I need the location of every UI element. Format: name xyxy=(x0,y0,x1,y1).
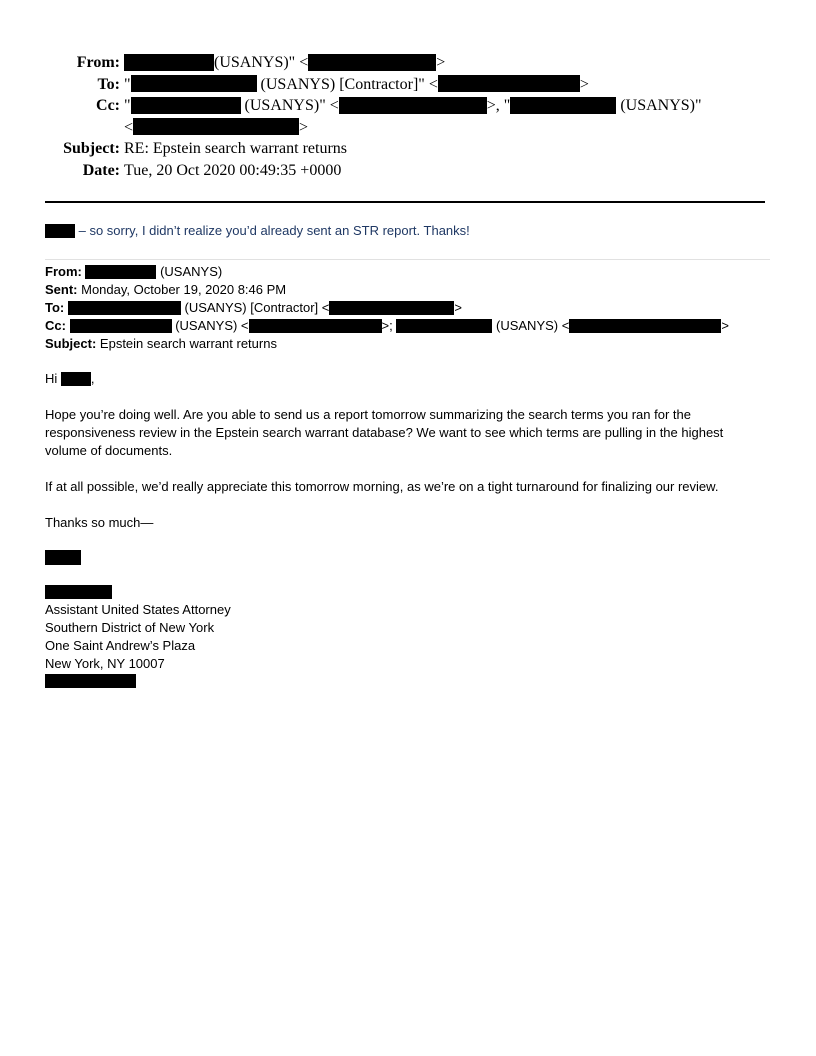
redaction-box xyxy=(61,372,91,386)
header-from-row xyxy=(0,52,816,74)
header-to-row xyxy=(0,74,816,96)
redaction-box xyxy=(131,75,257,92)
header-cc-open2: < xyxy=(124,118,134,136)
fwd-cc-label: Cc: xyxy=(45,318,66,333)
header-cc-row xyxy=(0,95,816,117)
fwd-to-row xyxy=(45,299,785,317)
fwd-subject-label: Subject: xyxy=(45,336,97,351)
header-cc-value2: (USANYS)" xyxy=(620,97,702,114)
header-cc-value1: (USANYS)" < xyxy=(244,97,339,114)
header-cc-label: Cc: xyxy=(96,97,120,114)
fwd-from-label: From: xyxy=(45,264,82,279)
signature-address1: One Saint Andrew’s Plaza xyxy=(45,638,196,653)
redaction-box xyxy=(68,301,181,315)
fwd-to-value: (USANYS) [Contractor] < xyxy=(184,300,330,315)
header-from-tail: > xyxy=(436,54,446,71)
header-cc-mid: >, " xyxy=(486,97,511,114)
header-cc-quote: " xyxy=(124,97,131,114)
signature xyxy=(45,585,765,688)
redaction-box xyxy=(131,97,241,114)
signature-office: Southern District of New York xyxy=(45,620,215,635)
redaction-box xyxy=(85,265,156,279)
fwd-cc-mid: >; xyxy=(381,318,393,333)
email-header xyxy=(0,52,816,181)
fwd-subject-row xyxy=(45,335,785,353)
redaction-box xyxy=(339,97,487,114)
fwd-sent-row xyxy=(45,281,785,299)
header-date-row xyxy=(0,160,816,182)
redaction-box xyxy=(438,75,580,92)
redaction-box xyxy=(70,319,172,333)
header-divider xyxy=(45,201,765,203)
redaction-box xyxy=(308,54,436,71)
header-cc-tail2: > xyxy=(299,118,309,136)
signature-address2: New York, NY 10007 xyxy=(45,656,165,671)
fwd-cc-tail: > xyxy=(721,318,729,333)
header-subject-value: RE: Epstein search warrant returns xyxy=(124,140,348,157)
redaction-box xyxy=(45,224,75,238)
closing: Thanks so much— xyxy=(45,515,154,530)
header-to-quote: " xyxy=(124,75,131,93)
redaction-box xyxy=(133,118,299,135)
redaction-box xyxy=(45,674,136,688)
header-to-value: (USANYS) [Contractor]" < xyxy=(260,75,438,93)
fwd-from-value: (USANYS) xyxy=(160,264,223,279)
header-from-value: (USANYS)" < xyxy=(214,54,309,71)
reply-line xyxy=(45,222,470,240)
greeting-prefix: Hi xyxy=(45,371,58,386)
header-to-label: To: xyxy=(97,75,120,93)
message-body xyxy=(45,370,765,688)
header-date-label: Date: xyxy=(82,161,120,179)
header-subject-row xyxy=(0,138,816,160)
paragraph-1: Hope you’re doing well. Are you able to send us a report tomorrow summarizing the search terms you ran for the responsiveness review in the Epstein search warrant database? We want to see which terms are pulling in the highest volume of documents. xyxy=(45,407,724,458)
header-cc-row-cont xyxy=(0,117,816,139)
greeting-suffix: , xyxy=(90,371,95,386)
header-to-tail: > xyxy=(579,75,589,93)
redaction-box xyxy=(396,319,492,333)
fwd-sent-value: Monday, October 19, 2020 8:46 PM xyxy=(81,282,287,297)
header-date-value: Tue, 20 Oct 2020 00:49:35 +0000 xyxy=(124,161,342,179)
fwd-cc-row xyxy=(45,317,785,335)
redaction-box xyxy=(124,54,214,71)
signature-title: Assistant United States Attorney xyxy=(45,602,231,617)
fwd-subject-value: Epstein search warrant returns xyxy=(99,336,277,351)
redaction-box xyxy=(45,585,112,599)
fwd-to-tail: > xyxy=(454,300,462,315)
redaction-box xyxy=(329,301,454,315)
redaction-box xyxy=(569,319,721,333)
fwd-to-label: To: xyxy=(45,300,65,315)
fwd-from-row xyxy=(45,263,785,281)
redaction-box xyxy=(249,319,382,333)
header-subject-label: Subject: xyxy=(63,140,120,157)
forwarded-header xyxy=(45,263,785,353)
greeting xyxy=(45,370,765,388)
message-separator xyxy=(45,259,770,260)
reply-text: – so sorry, I didn’t realize you’d already sent an STR report. Thanks! xyxy=(75,223,470,238)
header-from-label: From: xyxy=(76,54,120,71)
fwd-cc-value2: (USANYS) < xyxy=(496,318,570,333)
paragraph-2: If at all possible, we’d really appreciate this tomorrow morning, as we’re on a tight turnaround for finalizing our review. xyxy=(45,479,719,494)
fwd-cc-value1: (USANYS) < xyxy=(175,318,249,333)
fwd-sent-label: Sent: xyxy=(45,282,78,297)
redaction-box xyxy=(45,550,81,565)
redaction-box xyxy=(510,97,616,114)
